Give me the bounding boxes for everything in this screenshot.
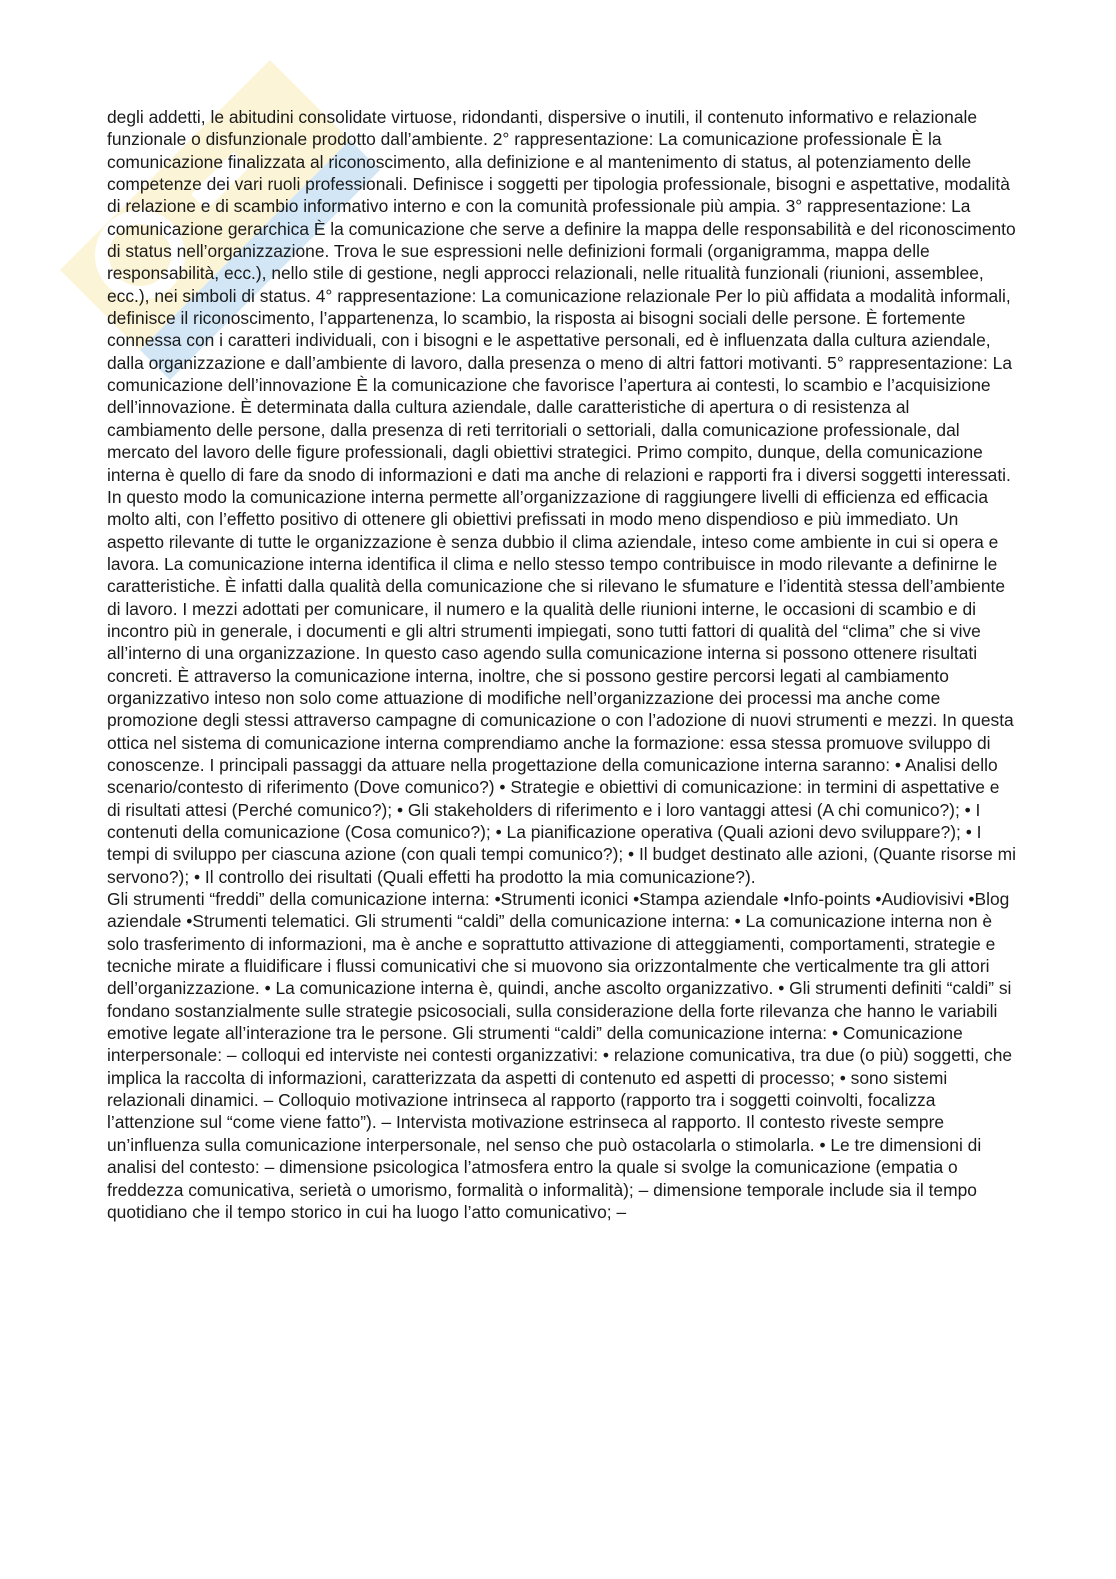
body-paragraph: Gli strumenti “freddi” della comunicazione interna: •Strumenti iconici •Stampa aziendale •Info-points •Audiovisivi •Blog aziendale •Strumenti telematici. Gli strumenti “caldi” della comunicazione interna: • La comunicazione interna non è solo trasferimento di informazioni, ma è anche e soprattutto attivazione di atteggiamenti, comportamenti, strategie e tecniche mirate a fluidificare i flussi comunicativi che si muovono sia orizzontalmente che verticalmente tra gli attori dell’organizzazione. • La comunicazione interna è, quindi, anche ascolto organizzativo. • Gli strumenti definiti “caldi” si fondano sostanzialmente sulle strategie psicosociali, sulla considerazione della forte rilevanza che hanno le variabili emotive legate all’interazione tra le persone. Gli strumenti “caldi” della comunicazione interna: • Comunicazione interpersonale: – colloqui ed interviste nei contesti organizzativi: • relazione comunicativa, tra due (o più) soggetti, che implica la raccolta di informazioni, caratterizzata da aspetti di contenuto ed aspetti di processo; • sono sistemi relazionali dinamici. – Colloquio motivazione intrinseca al rapporto (rapporto tra i soggetti coinvolti, focalizza l’attenzione sul “come viene fatto”). – Intervista motivazione estrinseca al rapporto. Il contesto riveste sempre un’influenza sulla comunicazione interpersonale, nel senso che può ostacolarla o stimolarla. • Le tre dimensioni di analisi del contesto: – dimensione psicologica l’atmosfera entro la quale si svolge la comunicazione (empatia o freddezza comunicativa, serietà o umorismo, formalità o informalità); – dimensione temporale include sia il tempo quotidiano che il tempo storico in cui ha luogo l’atto comunicativo; – [107, 889, 1013, 1222]
document-body [107, 106, 1017, 1223]
body-paragraph: degli addetti, le abitudini consolidate virtuose, ridondanti, dispersive o inutili, il contenuto informativo e relazionale funzionale o disfunzionale prodotto dall’ambiente. 2° rappresentazione: La comunicazione professionale È la comunicazione finalizzata al riconoscimento, alla definizione e al mantenimento di status, al potenziamento delle competenze dei vari ruoli professionali. Definisce i soggetti per tipologia professionale, bisogni e aspettative, modalità di relazione e di scambio informativo interno e con la comunità professionale più ampia. 3° rappresentazione: La comunicazione gerarchica È la comunicazione che serve a definire la mappa delle responsabilità e del riconoscimento di status nell’organizzazione. Trova le sue espressioni nelle definizioni formali (organigramma, mappa delle responsabilità, ecc.), nello stile di gestione, negli approcci relazionali, nelle ritualità funzionali (riunioni, assemblee, ecc.), nei simboli di status. 4° rappresentazione: La comunicazione relazionale Per lo più affidata a modalità informali, definisce il riconoscimento, l’appartenenza, lo scambio, la risposta ai bisogni sociali delle persone. È fortemente connessa con i caratteri individuali, con i bisogni e le aspettative personali, ed è influenzata dalla cultura aziendale, dalla organizzazione e dall’ambiente di lavoro, dalla presenza o meno di altri fattori motivanti. 5° rappresentazione: La comunicazione dell’innovazione È la comunicazione che favorisce l’apertura ai contesti, lo scambio e l’acquisizione dell’innovazione. È determinata dalla cultura aziendale, dalle caratteristiche di apertura o di resistenza al cambiamento delle persone, dalla presenza di reti territoriali o settoriali, dalla comunicazione professionale, dal mercato del lavoro delle figure professionali, dagli obiettivi strategici. Primo compito, dunque, della comunicazione interna è quello di fare da snodo di informazioni e dati ma anche di relazioni e rapporti fra i diversi soggetti interessati. In questo modo la comunicazione interna permette all’organizzazione di raggiungere livelli di efficienza ed efficacia molto alti, con l’effetto positivo di ottenere gli obiettivi prefissati in modo meno dispendioso e più immediato. Un aspetto rilevante di tutte le organizzazione è senza dubbio il clima aziendale, inteso come ambiente in cui si opera e lavora. La comunicazione interna identifica il clima e nello stesso tempo contribuisce in modo rilevante a definirne le caratteristiche. È infatti dalla qualità della comunicazione che si rilevano le sfumature e l’identità stessa dell’ambiente di lavoro. I mezzi adottati per comunicare, il numero e la qualità delle riunioni interne, le occasioni di scambio e di incontro più in generale, i documenti e gli altri strumenti impiegati, sono tutti fattori di qualità del “clima” che si vive all’interno di una organizzazione. In questo caso agendo sulla comunicazione interna si possono ottenere risultati concreti. È attraverso la comunicazione interna, inoltre, che si possono gestire percorsi legati al cambiamento organizzativo inteso non solo come attuazione di modifiche nell’organizzazione dei processi ma anche come promozione degli stessi attraverso campagne di comunicazione o con l’adozione di nuovi strumenti e mezzi. In questa ottica nel sistema di comunicazione interna comprendiamo anche la formazione: essa stessa promuove sviluppo di conoscenze. I principali passaggi da attuare nella progettazione della comunicazione interna saranno: • Analisi dello scenario/contesto di riferimento (Dove comunico?) • Strategie e obiettivi di comunicazione: in termini di aspettative e di risultati attesi (Perché comunico?); • Gli stakeholders di riferimento e i loro vantaggi attesi (A chi comunico?); • I contenuti della comunicazione (Cosa comunico?); • La pianificazione operativa (Quali azioni devo sviluppare?); • I tempi di sviluppo per ciascuna azione (con quali tempi comunico?); • Il budget destinato alle azioni, (Quante risorse mi servono?); • Il controllo dei risultati (Quali effetti ha prodotto la mia comunicazione?). [107, 107, 1016, 887]
